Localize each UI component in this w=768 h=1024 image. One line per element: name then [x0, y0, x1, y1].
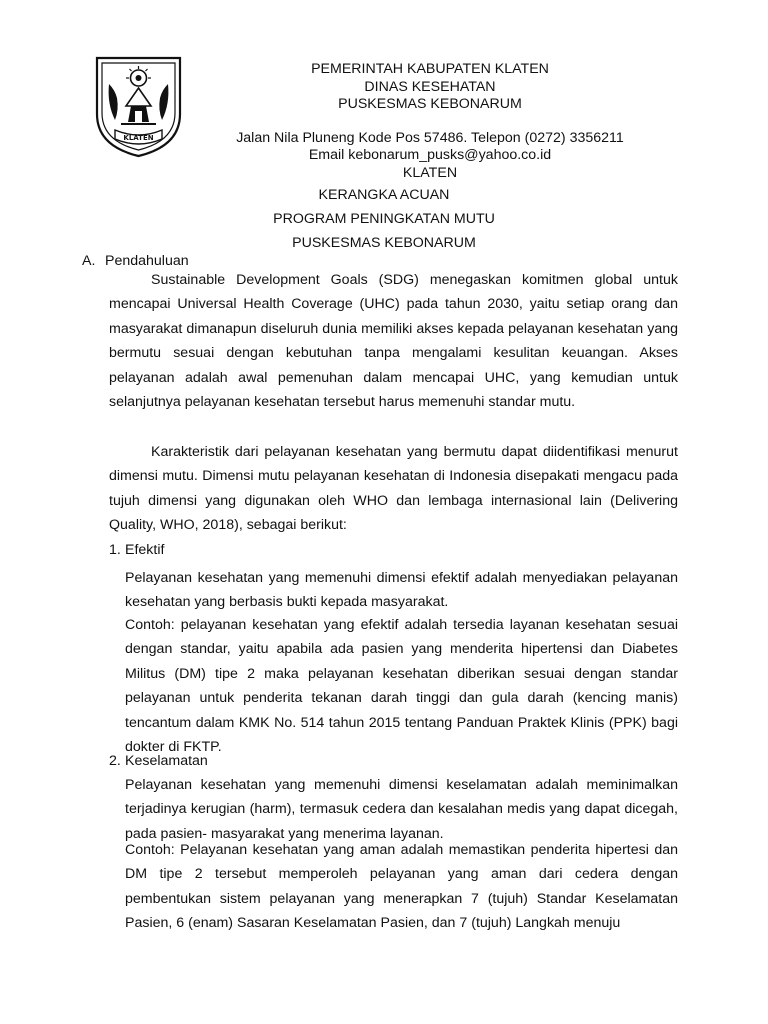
section-a-heading [82, 253, 189, 269]
letterhead-address: Jalan Nila Pluneng Kode Pos 57486. Telepon (0272) 3356211 [236, 129, 624, 146]
document-title-line2: PROGRAM PENINGKATAN MUTU [273, 211, 495, 227]
intro-paragraph-sdg: Sustainable Development Goals (SDG) menegaskan komitmen global untuk mencapai Universal Health Coverage (UHC) pada tahun 2030, yaitu setiap orang dan masyarakat dimanapun diseluruh dunia memiliki akses kepada pelayanan kesehatan yang bermutu sesuai dengan kebutuhan tanpa mengalami kesulitan keuangan. Akses pelayanan adalah awal pemenuhan dalam mencapai UHC, yang kemudian untuk selanjutnya pelayanan kesehatan tersebut harus memenuhi standar mutu. [109, 272, 678, 411]
letterhead-agency: DINAS KESEHATAN [364, 78, 496, 95]
document-title-line1: KERANGKA ACUAN [318, 187, 450, 203]
logo-ribbon-text: KLATEN [123, 134, 154, 142]
letterhead-email: Email kebonarum_pusks@yahoo.co.id [308, 147, 552, 163]
item-2-number: 2. [109, 753, 121, 769]
letterhead-city: KLATEN [402, 164, 458, 181]
item-1-heading [109, 542, 164, 558]
document-title-line3: PUSKESMAS KEBONARUM [292, 235, 476, 251]
item-2-example: Contoh: Pelayanan kesehatan yang aman adalah memastikan penderita hipertesi dan DM tipe 2 tersebut memperoleh pelayanan yang aman dari cedera dengan pembentukan sistem pelayanan yang menerapkan 7 (tujuh) Standar Keselamatan Pasien, 6 (enam) Sasaran Keselamatan Pasien, dan 7 (tujuh) Langkah menuju [125, 842, 678, 932]
item-1-number: 1. [109, 542, 121, 558]
item-1-description: Pelayanan kesehatan yang memenuhi dimensi efektif adalah menyediakan pelayanan kesehatan yang berbasis bukti kepada masyarakat. [125, 570, 678, 611]
letterhead-government: PEMERINTAH KABUPATEN KLATEN [311, 61, 549, 77]
item-2-title: Keselamatan [125, 753, 208, 769]
intro-paragraph-dimensions: Karakteristik dari pelayanan kesehatan yang bermutu dapat diidentifikasi menurut dimensi mutu. Dimensi mutu pelayanan kesehatan di Indonesia disepakati mengacu pada tujuh dimensi yang digunakan oleh WHO dan lembaga internasional lain (Delivering Quality, WHO, 2018), sebagai berikut: [109, 444, 678, 534]
item-2-heading [109, 753, 208, 769]
section-a-marker: A. [82, 253, 96, 269]
klaten-emblem-logo [93, 54, 184, 159]
item-2-description: Pelayanan kesehatan yang memenuhi dimensi keselamatan adalah meminimalkan terjadinya kerugian (harm), termasuk cedera dan kesalahan medis yang dapat dicegah, pada pasien- masyarakat yang menerima layanan. [125, 777, 678, 842]
item-1-example: Contoh: pelayanan kesehatan yang efektif adalah tersedia layanan kesehatan sesuai dengan standar, yaitu apabila ada pasien yang menderita hipertensi dan Diabetes Militus (DM) tipe 2 maka pelayanan kesehatan diberikan sesuai dengan standar pelayanan untuk penderita tekanan darah tinggi dan gula darah (kencing manis) tencantum dalam KMK No. 514 tahun 2015 tentang Panduan Praktek Klinis (PPK) bagi dokter di FKTP. [125, 617, 678, 756]
item-1-title: Efektif [125, 542, 165, 558]
section-a-title: Pendahuluan [105, 253, 189, 269]
letterhead [200, 61, 660, 182]
letterhead-institution: PUSKESMAS KEBONARUM [338, 96, 522, 112]
